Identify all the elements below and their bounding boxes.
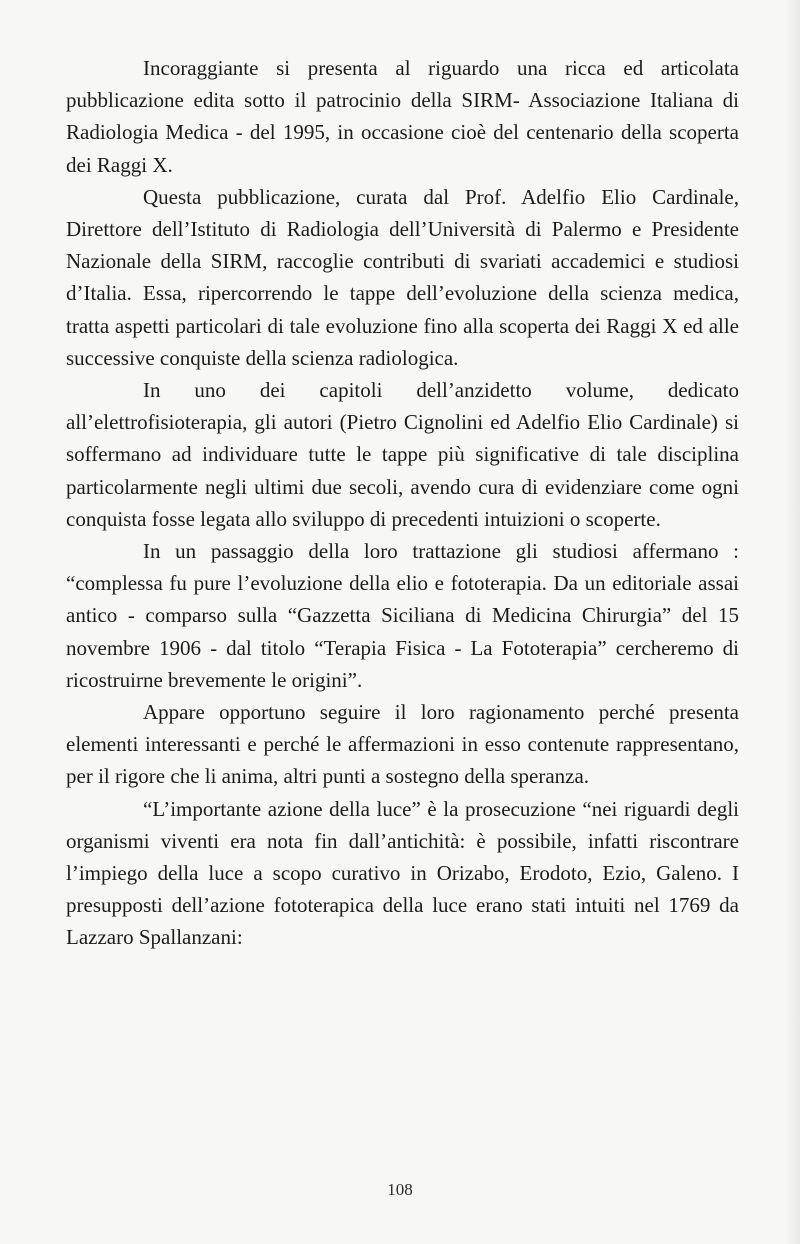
body-text	[66, 52, 739, 954]
paragraph-1: Incoraggiante si presenta al riguardo una ricca ed articolata pubblicazione edita sotto il patrocinio della SIRM- Associazione Italiana di Radiologia Medica - del 1995, in occasione cioè del centenario della scoperta dei Raggi X.	[66, 56, 739, 177]
paragraph-4: In un passaggio della loro trattazione gli studiosi affermano : “complessa fu pure l’evoluzione della elio e fototerapia. Da un editoriale assai antico - comparso sulla “Gazzetta Siciliana di Medicina Chirurgia” del 15 novembre 1906 - dal titolo “Terapia Fisica - La Fototerapia” cercheremo di ricostruirne brevemente le origini”.	[66, 539, 739, 692]
page-number: 108	[387, 1180, 413, 1199]
paragraph-3: In uno dei capitoli dell’anzidetto volume, dedicato all’elettrofisioterapia, gli autori (Pietro Cignolini ed Adelfio Elio Cardinale) si soffermano ad individuare tutte le tappe più significative di tale disciplina particolarmente negli ultimi due secoli, avendo cura di evidenziare come ogni conquista fosse legata allo sviluppo di precedenti intuizioni o scoperte.	[66, 378, 739, 531]
paragraph-5: Appare opportuno seguire il loro ragionamento perché presenta elementi interessanti e perché le affermazioni in esso contenute rappresentano, per il rigore che li anima, altri punti a sostegno della speranza.	[66, 700, 739, 789]
paragraph-6: “L’importante azione della luce” è la prosecuzione “nei riguardi degli organismi viventi era nota fin dall’antichità: è possibile, infatti riscontrare l’impiego della luce a scopo curativo in Orizabo, Erodoto, Ezio, Galeno. I presupposti dell’azione fototerapica della luce erano stati intuiti nel 1769 da Lazzaro Spallanzani:	[66, 796, 739, 950]
paragraph-2: Questa pubblicazione, curata dal Prof. Adelfio Elio Cardinale, Direttore dell’Istituto di Radiologia dell’Università di Palermo e Presidente Nazionale della SIRM, raccoglie contributi di svariati accademici e studiosi d’Italia. Essa, ripercorrendo le tappe dell’evoluzione della scienza medica, tratta aspetti particolari di tale evoluzione fino alla scoperta dei Raggi X ed alle successive conquiste della scienza radiologica.	[66, 184, 739, 370]
